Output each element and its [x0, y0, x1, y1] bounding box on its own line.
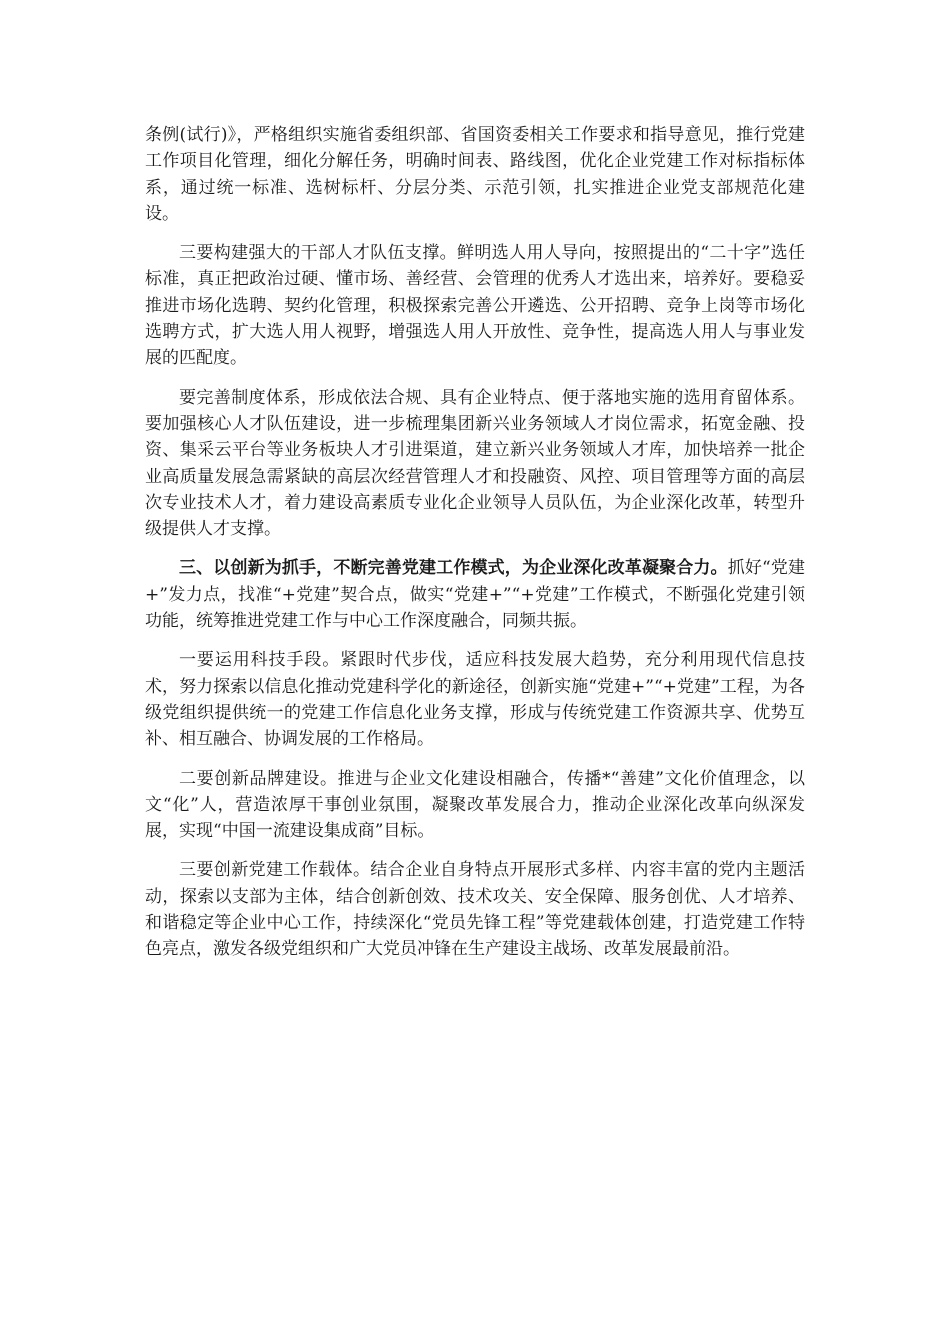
document-body — [145, 122, 805, 976]
section-heading: 三、以创新为抓手，不断完善党建工作模式，为企业深化改革凝聚合力。 — [179, 558, 728, 579]
paragraph-4-text: 抓好“党建+”发力点，找准“+党建”契合点，做实“党建+”“+党建”工作模式，不断强化党建引领功能，统筹推进党建工作与中心工作深度融合，同频共振。 — [145, 558, 805, 632]
paragraph-5: 一要运用科技手段。紧跟时代步伐，适应科技发展大趋势，充分利用现代信息技术，努力探索以信息化推动党建科学化的新途径，创新实施“党建+”“+党建”工程，为各级党组织提供统一的党建工作信息化业务支撑，形成与传统党建工作资源共享、优势互补、相互融合、协调发展的工作格局。 — [145, 650, 805, 750]
paragraph-2: 三要构建强大的干部人才队伍支撑。鲜明选人用人导向，按照提出的“二十字”选任标准，真正把政治过硬、懂市场、善经营、会管理的优秀人才选出来，培养好。要稳妥推进市场化选聘、契约化管理，积极探索完善公开遴选、公开招聘、竞争上岗等市场化选聘方式，扩大选人用人视野，增强选人用人开放性、竞争性，提高选人用人与事业发展的匹配度。 — [145, 243, 805, 369]
paragraph-3: 要完善制度体系，形成依法合规、具有企业特点、便于落地实施的选用育留体系。要加强核心人才队伍建设，进一步梳理集团新兴业务领域人才岗位需求，拓宽金融、投资、集采云平台等业务板块人才引进渠道，建立新兴业务领域人才库，加快培养一批企业高质量发展急需紧缺的高层次经营管理人才和投融资、风控、项目管理等方面的高层次专业技术人才，着力建设高素质专业化企业领导人员队伍，为企业深化改革，转型升级提供人才支撑。 — [145, 387, 805, 540]
paragraph-4 — [145, 555, 805, 634]
paragraph-1: 条例(试行)》，严格组织实施省委组织部、省国资委相关工作要求和指导意见，推行党建工作项目化管理，细化分解任务，明确时间表、路线图，优化企业党建工作对标指标体系，通过统一标准、选树标杆、分层分类、示范引领，扎实推进企业党支部规范化建设。 — [145, 125, 805, 224]
paragraph-7: 三要创新党建工作载体。结合企业自身特点开展形式多样、内容丰富的党内主题活动，探索以支部为主体，结合创新创效、技术攻关、安全保障、服务创优、人才培养、和谐稳定等企业中心工作，持续深化“党员先锋工程”等党建载体创建，打造党建工作特色亮点，激发各级党组织和广大党员冲锋在生产建设主战场、改革发展最前沿。 — [145, 860, 805, 960]
paragraph-6: 二要创新品牌建设。推进与企业文化建设相融合，传播*“善建”文化价值理念，以文“化”人，营造浓厚干事创业氛围，凝聚改革发展合力，推动企业深化改革向纵深发展，实现“中国一流建设集成商”目标。 — [145, 768, 805, 842]
